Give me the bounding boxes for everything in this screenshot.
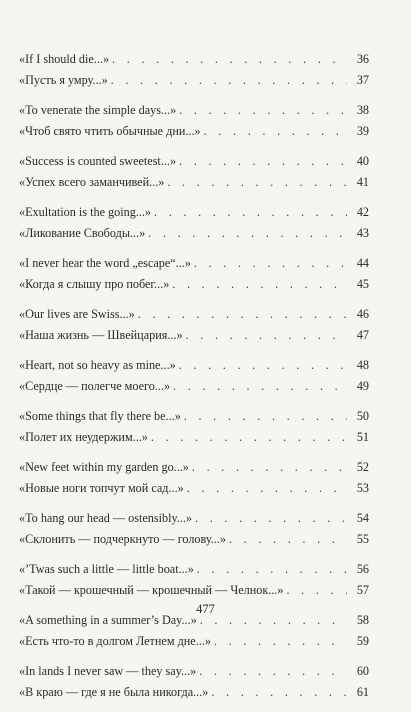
toc-entry-page-number: 44 [356, 256, 369, 270]
toc-entry-title: «Сердце — полегче моего...» [19, 379, 171, 393]
toc-entry-ru [19, 478, 369, 499]
toc-entry-title: «I never hear the word „escape“...» [19, 256, 191, 270]
toc-entry-page-number: 61 [356, 685, 369, 699]
toc-entry-page-number: 41 [356, 175, 369, 189]
toc-entry-en [19, 559, 369, 580]
toc-leader-dots [229, 529, 347, 550]
toc-entry-page-number: 57 [356, 583, 369, 597]
toc-entry-en [19, 100, 369, 121]
toc-entry-pair [19, 49, 369, 91]
toc-entry-page-number: 51 [356, 430, 369, 444]
toc-entry-title: «Our lives are Swiss...» [19, 307, 135, 321]
toc-entry-page-number: 50 [356, 409, 369, 423]
toc-entry-title: «Some things that fly there be...» [19, 409, 181, 423]
toc-entry-title: «Есть что-то в долгом Летнем дне...» [19, 634, 211, 648]
toc-leader-dots [199, 661, 347, 682]
toc-entry-page-number: 48 [356, 358, 369, 372]
toc-leader-dots [173, 376, 347, 397]
toc-entry-ru [19, 172, 369, 193]
toc-entry-pair [19, 151, 369, 193]
toc-entry-title: «Пусть я умру...» [19, 73, 108, 87]
toc-leader-dots [184, 406, 347, 427]
toc-entry-ru [19, 121, 369, 142]
toc-entry-en [19, 661, 369, 682]
toc-entry-en [19, 202, 369, 223]
toc-entry-pair [19, 100, 369, 142]
toc-leader-dots [179, 151, 347, 172]
toc-entry-en [19, 151, 369, 172]
toc-entry-pair [19, 508, 369, 550]
toc-entry-ru [19, 682, 369, 703]
toc-entry-pair [19, 355, 369, 397]
toc-entry-en [19, 508, 369, 529]
toc-leader-dots [287, 580, 347, 601]
toc-entry-page-number: 40 [356, 154, 369, 168]
toc-leader-dots [138, 304, 347, 325]
toc-entry-page-number: 42 [356, 205, 369, 219]
toc-entry-title: «Чтоб свято чтить обычные дни...» [19, 124, 201, 138]
toc-entry-en [19, 406, 369, 427]
toc-leader-dots [179, 100, 347, 121]
toc-entry-page-number: 39 [356, 124, 369, 138]
toc-leader-dots [154, 202, 347, 223]
toc-entry-title: «Наша жизнь — Швейцария...» [19, 328, 183, 342]
toc-entry-title: «To hang our head — ostensibly...» [19, 511, 193, 525]
toc-entry-en [19, 355, 369, 376]
toc-leader-dots [186, 325, 347, 346]
toc-leader-dots [167, 172, 347, 193]
toc-entry-title: «If I should die...» [19, 52, 110, 66]
toc-entry-title: «Такой — крошечный — крошечный — Челнок...» [19, 583, 284, 597]
toc-entry-page-number: 59 [356, 634, 369, 648]
toc-entry-page-number: 43 [356, 226, 369, 240]
toc-entry-ru [19, 223, 369, 244]
toc-entry-page-number: 45 [356, 277, 369, 291]
toc-entry-title: «Когда я слышу про побег...» [19, 277, 170, 291]
toc-entry-title: «Успех всего заманчивей...» [19, 175, 165, 189]
toc-entry-en [19, 253, 369, 274]
toc-entry-title: «Склонить — подчеркнуто — голову...» [19, 532, 226, 546]
toc-leader-dots [187, 478, 347, 499]
toc-entry-title: «A something in a summer’s Day...» [19, 613, 197, 627]
toc-entry-ru [19, 376, 369, 397]
toc-entry-title: «Ликование Свободы...» [19, 226, 146, 240]
toc-leader-dots [204, 121, 347, 142]
toc-entry-pair [19, 559, 369, 601]
toc-entry-ru [19, 274, 369, 295]
toc-entry-title: «’Twas such a little — little boat...» [19, 562, 194, 576]
toc-entry-pair [19, 202, 369, 244]
toc-entry-page-number: 36 [356, 52, 369, 66]
toc-leader-dots [211, 682, 347, 703]
toc-entry-title: «In lands I never saw — they say...» [19, 664, 197, 678]
toc-entry-page-number: 53 [356, 481, 369, 495]
toc-entry-en [19, 49, 369, 70]
toc-entry-ru [19, 580, 369, 601]
toc-entry-title: «Heart, not so heavy as mine...» [19, 358, 176, 372]
toc-entry-page-number: 54 [356, 511, 369, 525]
toc-entry-pair [19, 457, 369, 499]
toc-leader-dots [148, 223, 347, 244]
toc-entry-ru [19, 631, 369, 652]
toc-leader-dots [112, 49, 347, 70]
toc-leader-dots [111, 70, 347, 91]
toc-entry-page-number: 38 [356, 103, 369, 117]
toc-entry-title: «Exultation is the going...» [19, 205, 152, 219]
toc-entry-page-number: 56 [356, 562, 369, 576]
toc-leader-dots [151, 427, 347, 448]
toc-leader-dots [194, 253, 347, 274]
toc-entry-page-number: 49 [356, 379, 369, 393]
toc-entry-title: «To venerate the simple days...» [19, 103, 177, 117]
toc-entry-page-number: 58 [356, 613, 369, 627]
toc-entry-pair [19, 661, 369, 703]
toc-entry-ru [19, 70, 369, 91]
toc-entry-title: «Полет их неудержим...» [19, 430, 148, 444]
toc-entry-pair [19, 304, 369, 346]
toc-entry-page-number: 55 [356, 532, 369, 546]
toc-leader-dots [214, 631, 347, 652]
toc-entry-ru [19, 427, 369, 448]
toc-entry-title: «Success is counted sweetest...» [19, 154, 177, 168]
toc-entry-page-number: 47 [356, 328, 369, 342]
toc-leader-dots [195, 508, 347, 529]
toc-leader-dots [192, 457, 347, 478]
toc-entry-en [19, 304, 369, 325]
toc-entry-page-number: 46 [356, 307, 369, 321]
toc-entry-en [19, 457, 369, 478]
toc-entry-page-number: 37 [356, 73, 369, 87]
toc-entry-page-number: 52 [356, 460, 369, 474]
toc-entry-pair [19, 406, 369, 448]
toc-entry-title: «Новые ноги топчут мой сад...» [19, 481, 184, 495]
toc-entry-pair [19, 253, 369, 295]
toc-entry-page-number: 60 [356, 664, 369, 678]
page-number-folio: 477 [196, 602, 215, 616]
toc-entry-title: «В краю — где я не была никогда...» [19, 685, 209, 699]
toc-entry-title: «New feet within my garden go...» [19, 460, 189, 474]
toc-leader-dots [172, 274, 347, 295]
toc-leader-dots [179, 355, 347, 376]
toc-entry-ru [19, 529, 369, 550]
toc-entry-ru [19, 325, 369, 346]
toc-leader-dots [197, 559, 347, 580]
